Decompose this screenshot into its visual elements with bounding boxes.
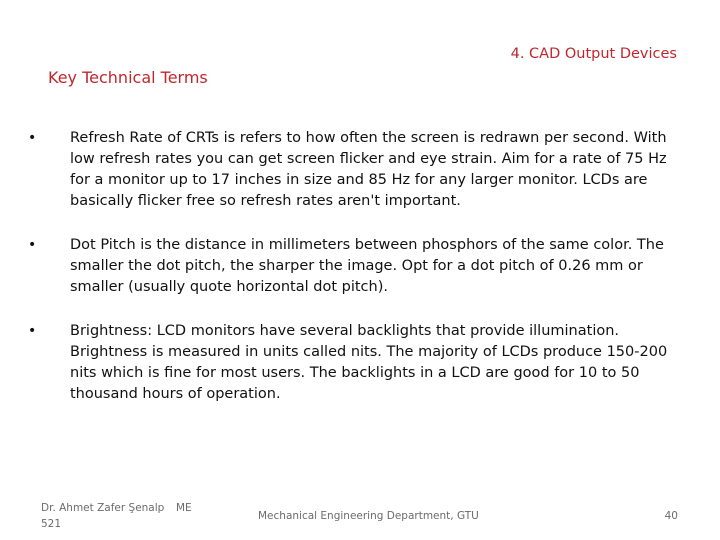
footer-author: [41, 500, 171, 532]
bullet-item-refresh-rate: [28, 128, 688, 212]
section-header: 4. CAD Output Devices: [510, 46, 677, 62]
bullet-text: Brightness: LCD monitors have several backlights that provide illumination. Brightness is measured in units called nits. The majority of LCDs produce 150-200 nits which is fine for most users. The backlights in a LCD are good for 10 to 50 thousand hours of operation.: [70, 323, 668, 402]
footer-course-code: 521: [41, 518, 62, 530]
bullet-item-brightness: [28, 321, 688, 405]
footer-author-name: Dr. Ahmet Zafer Şenalp: [41, 502, 165, 514]
bullet-text: Dot Pitch is the distance in millimeters between phosphors of the same color. The smaller the dot pitch, the sharper the image. Opt for a dot pitch of 0.26 mm or smaller (usually quote horizontal dot pitch).: [70, 237, 664, 295]
bullet-icon: •: [28, 323, 37, 339]
bullet-item-dot-pitch: [28, 235, 688, 298]
page-number: 40: [664, 510, 678, 522]
bullet-list: [28, 128, 688, 405]
slide-title: Key Technical Terms: [48, 68, 208, 87]
footer-dept-short: ME: [176, 502, 192, 514]
footer-department: Mechanical Engineering Department, GTU: [258, 510, 479, 522]
bullet-icon: •: [28, 237, 37, 253]
bullet-icon: •: [28, 130, 37, 146]
bullet-text: Refresh Rate of CRTs is refers to how often the screen is redrawn per second. With low refresh rates you can get screen flicker and eye strain. Aim for a rate of 75 Hz for a monitor up to 17 inches in size and 85 Hz for any larger monitor. LCDs are basically flicker free so refresh rates aren't important.: [70, 130, 667, 209]
